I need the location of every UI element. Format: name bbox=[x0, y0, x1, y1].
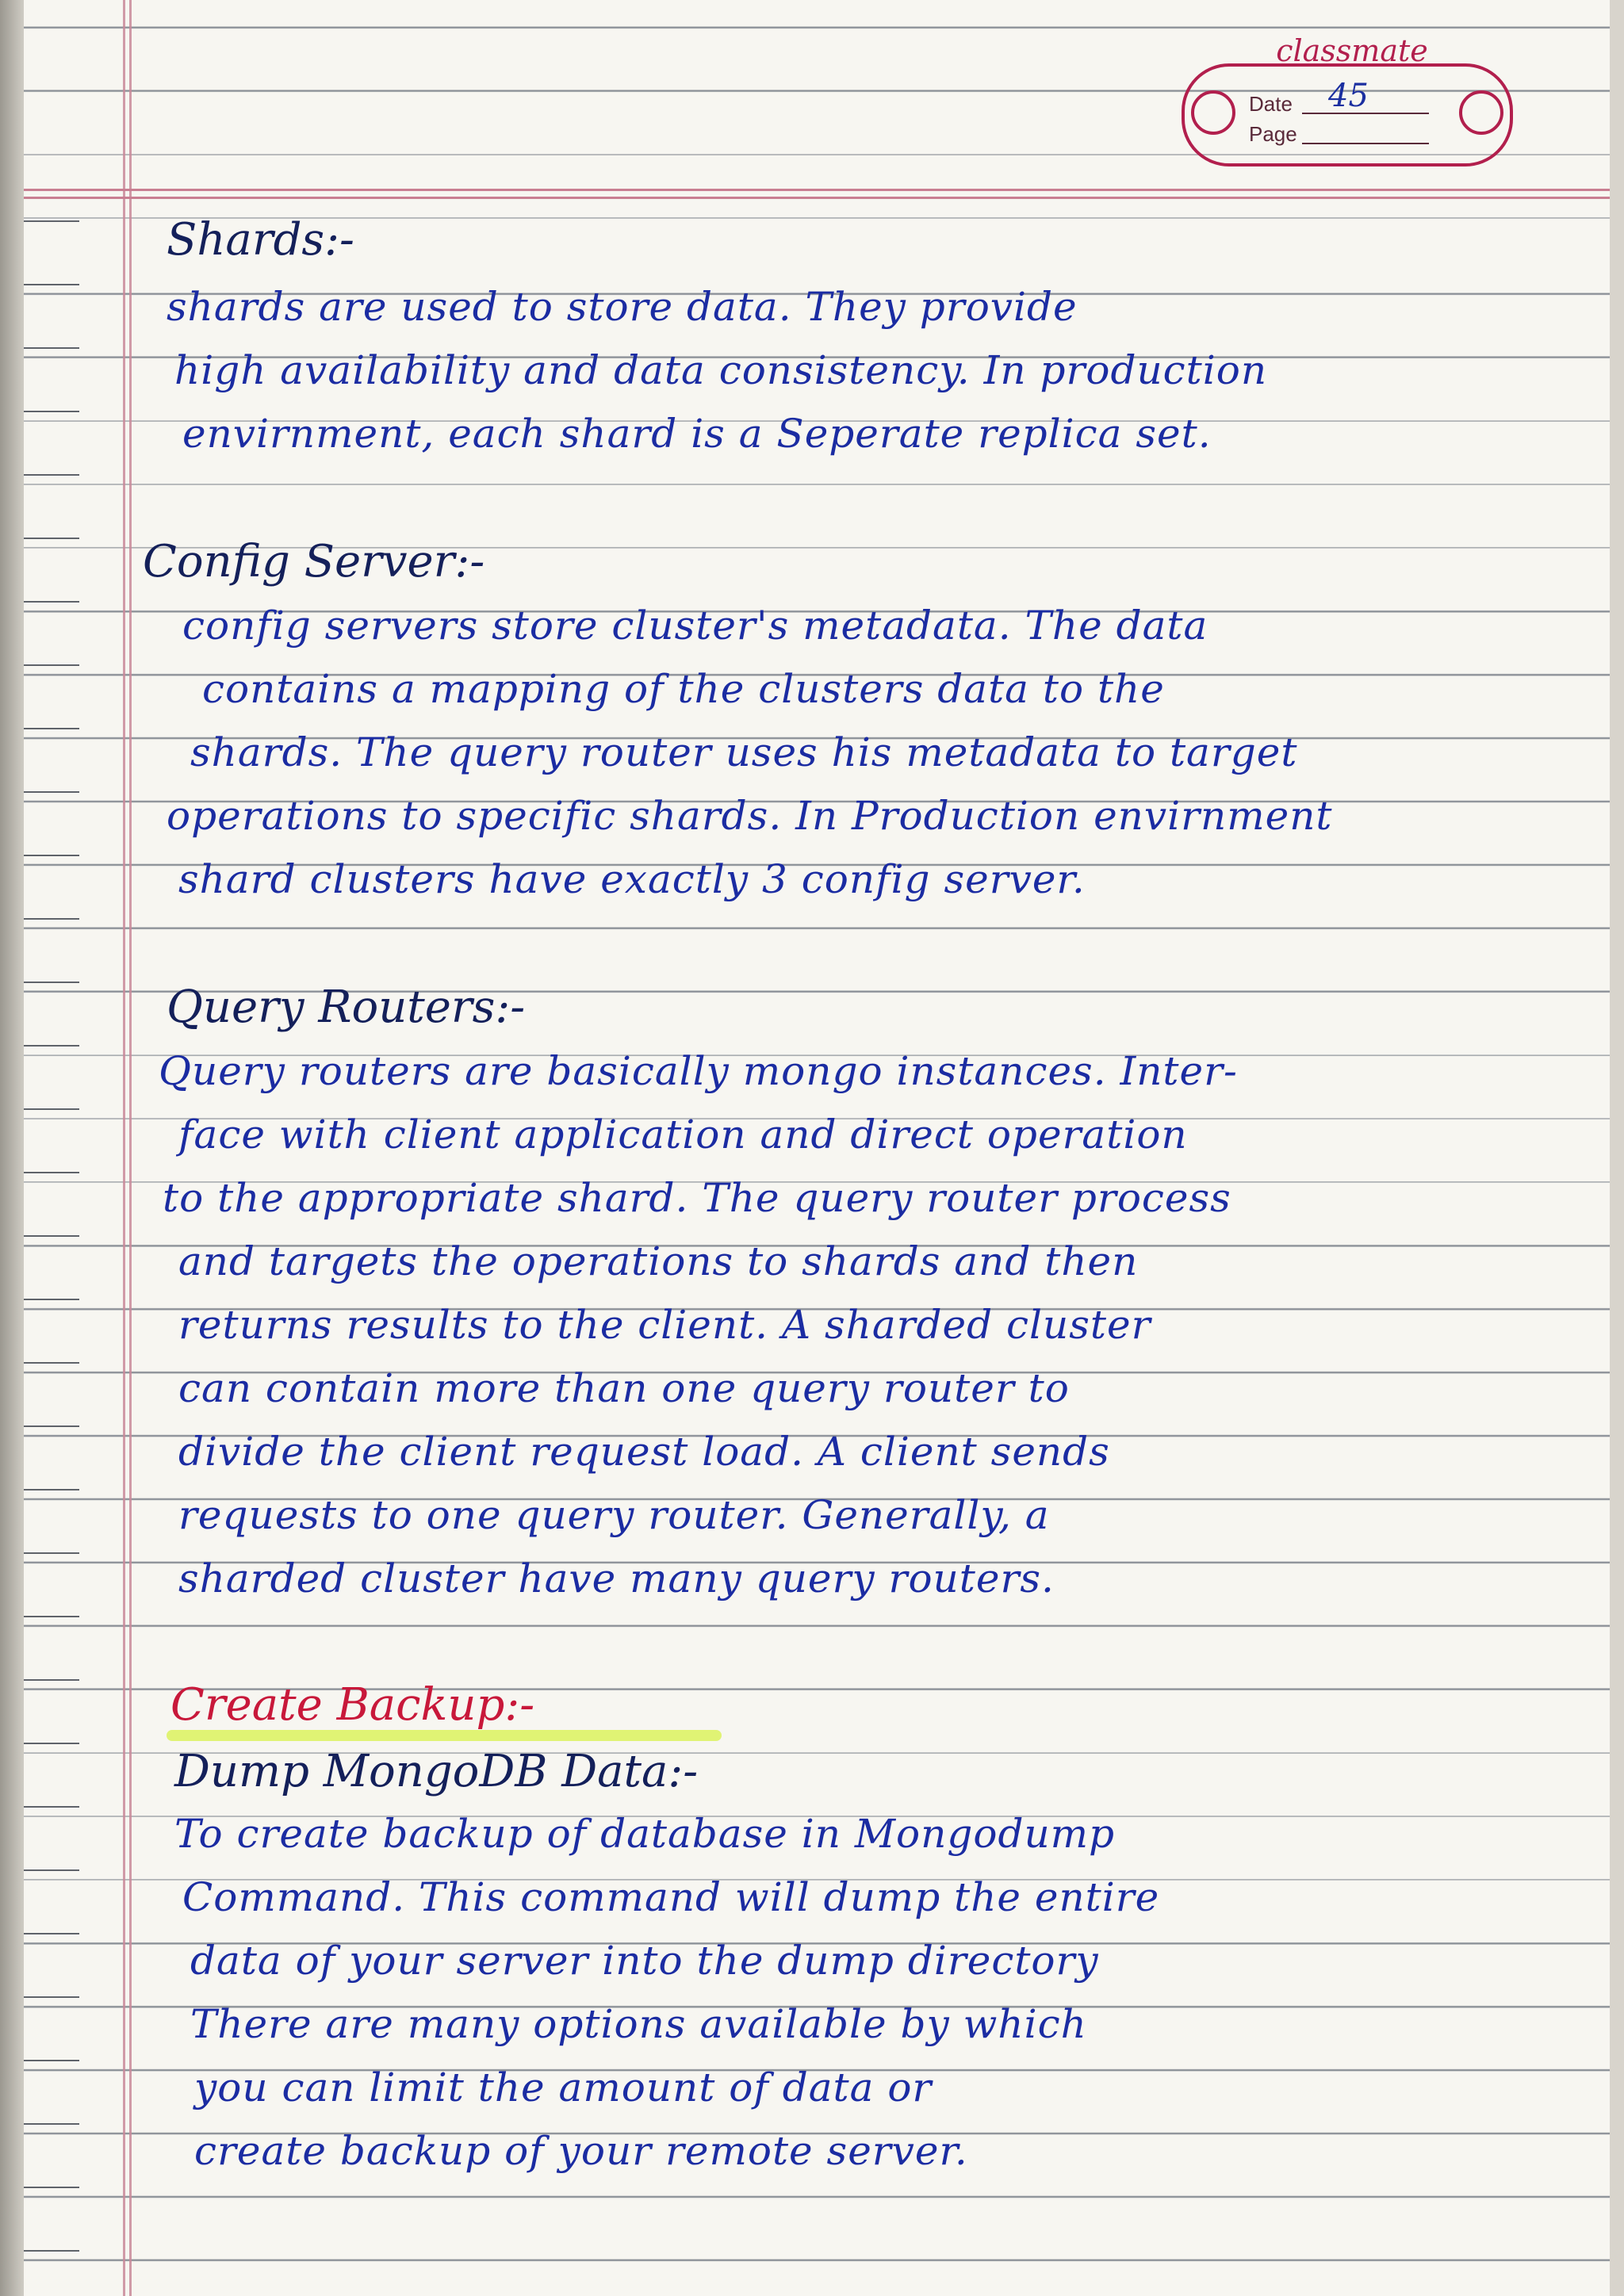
backup-line-5: you can limit the amount of data or bbox=[194, 2064, 933, 2110]
binding-rule bbox=[24, 1108, 79, 1110]
binding-rule bbox=[24, 2187, 79, 2188]
binding-rule bbox=[24, 1235, 79, 1237]
query-line-5: returns results to the client. A sharded cluster bbox=[178, 1302, 1151, 1348]
binding-rule bbox=[24, 1489, 79, 1490]
left-margin-line-2 bbox=[129, 0, 132, 2296]
page-underline bbox=[1302, 143, 1429, 144]
binding-rule bbox=[24, 2123, 79, 2125]
page-label: Page bbox=[1249, 122, 1297, 146]
heading-config-server: Config Server:- bbox=[143, 536, 485, 587]
backup-line-2: Command. This command will dump the entire bbox=[182, 1874, 1160, 1920]
binding-rule bbox=[24, 664, 79, 666]
config-line-4: operations to specific shards. In Production envirnment bbox=[167, 793, 1333, 839]
query-line-7: divide the client request load. A client sends bbox=[178, 1429, 1110, 1475]
query-line-9: sharded cluster have many query routers. bbox=[178, 1556, 1055, 1601]
config-line-3: shards. The query router uses his metadata to target bbox=[190, 729, 1298, 775]
binding-rule bbox=[24, 1616, 79, 1617]
config-line-2: contains a mapping of the clusters data to the bbox=[202, 666, 1165, 712]
binding-rule bbox=[24, 1869, 79, 1871]
config-line-5: shard clusters have exactly 3 config server. bbox=[178, 856, 1086, 902]
binding-rule bbox=[24, 601, 79, 603]
binding-rule bbox=[24, 791, 79, 793]
backup-line-3: data of your server into the dump directory bbox=[190, 1938, 1099, 1984]
date-value: 45 bbox=[1328, 78, 1369, 114]
binding-rule bbox=[24, 538, 79, 539]
binding-rule bbox=[24, 2060, 79, 2061]
backup-line-4: There are many options available by which bbox=[190, 2001, 1087, 2047]
binding-rule bbox=[24, 347, 79, 349]
top-margin-line-2 bbox=[24, 197, 1610, 199]
binding-rule bbox=[24, 982, 79, 983]
binding-rule bbox=[24, 1299, 79, 1300]
binding-rule bbox=[24, 855, 79, 856]
binding-rule bbox=[24, 1996, 79, 1998]
heading-query-routers: Query Routers:- bbox=[167, 982, 526, 1033]
binding-rule bbox=[24, 918, 79, 920]
binding-rule bbox=[24, 1679, 79, 1681]
binding-rule bbox=[24, 1172, 79, 1173]
binding-rule bbox=[24, 1743, 79, 1744]
binding-rule bbox=[24, 1933, 79, 1934]
backup-line-6: create backup of your remote server. bbox=[194, 2128, 968, 2174]
binding-rule bbox=[24, 728, 79, 729]
left-margin-line bbox=[123, 0, 125, 2296]
binding-rule bbox=[24, 2250, 79, 2252]
config-line-1: config servers store cluster's metadata. The data bbox=[182, 603, 1208, 649]
highlighter-stroke bbox=[167, 1730, 722, 1741]
binding-rule bbox=[24, 411, 79, 412]
query-line-8: requests to one query router. Generally, a bbox=[178, 1492, 1050, 1538]
shards-line-3: envirnment, each shard is a Seperate replica set. bbox=[182, 411, 1212, 457]
query-line-4: and targets the operations to shards and then bbox=[178, 1238, 1139, 1284]
binding-rule bbox=[24, 1806, 79, 1808]
query-line-3: to the appropriate shard. The query router process bbox=[163, 1175, 1231, 1221]
date-label: Date bbox=[1249, 92, 1293, 116]
subheading-dump-mongodb-data: Dump MongoDB Data:- bbox=[174, 1746, 699, 1797]
heading-create-backup: Create Backup:- bbox=[170, 1679, 535, 1731]
binding-rule bbox=[24, 474, 79, 476]
query-line-6: can contain more than one query router to bbox=[178, 1365, 1070, 1411]
shards-line-1: shards are used to store data. They provide bbox=[167, 284, 1078, 330]
binding-rule bbox=[24, 1425, 79, 1427]
notebook-page bbox=[24, 0, 1610, 2296]
heading-shards: Shards:- bbox=[167, 214, 354, 266]
shards-line-2: high availability and data consistency. In production bbox=[174, 347, 1268, 393]
top-margin-line bbox=[24, 189, 1610, 191]
binding-rule bbox=[24, 1552, 79, 1554]
query-line-2: face with client application and direct operation bbox=[178, 1112, 1188, 1158]
binding-rule bbox=[24, 220, 79, 222]
page-binding-shadow bbox=[0, 0, 24, 2296]
backup-line-1: To create backup of database in Mongodump bbox=[174, 1811, 1116, 1857]
binding-rule bbox=[24, 284, 79, 285]
brand-logo-text: classmate bbox=[1276, 33, 1428, 68]
binding-rule bbox=[24, 1362, 79, 1364]
query-line-1: Query routers are basically mongo instances. Inter- bbox=[159, 1048, 1238, 1094]
binding-rule bbox=[24, 1045, 79, 1047]
